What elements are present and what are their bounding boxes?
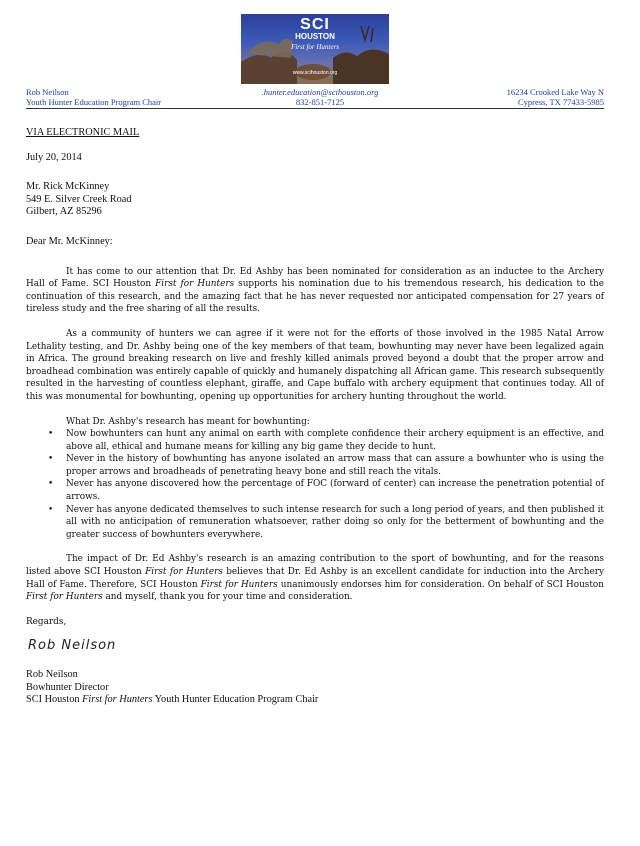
- recipient-city: Gilbert, AZ 85296: [26, 206, 102, 218]
- bullets-intro: What Dr. Ashby's research has meant for bowhunting:: [66, 416, 310, 427]
- signature: Rob Neilson: [28, 638, 117, 654]
- bullet-icon: •: [48, 479, 54, 490]
- letterhead-center: [180, 87, 460, 107]
- recipient-street: 549 E. Silver Creek Road: [26, 193, 132, 205]
- letterhead-divider: [26, 108, 604, 109]
- achievements-list: [26, 428, 604, 541]
- list-item: • Never has anyone dedicated themselves to such intense research for such a long period of years, and then published it all with no anticipation of remuneration whatsoever, rather doing so only for the betterment of bowhunting and the greater success of bowhunters everywhere.: [48, 504, 604, 540]
- letterhead-email[interactable]: .hunter.education@scihouston.org: [261, 87, 379, 97]
- letterhead-sender-name: Rob Neilson: [26, 87, 69, 97]
- delivery-method: VIA ELECTRONIC MAIL: [26, 127, 140, 138]
- paragraph-natal-testing: As a community of hunters we can agree if it were not for the efforts of those involved in the 1985 Natal Arrow Lethality testing, and Dr. Ashby being one of the key members of that team, bowhunting may never have been legalized again in Africa. The ground breaking research on live and freshly killed animals proved beyond a doubt that the proper arrow and broadhead combination was entirely capable of quickly and humanely dispatching all African game. This research subsequently resulted in the harvesting of countless elephant, giraffe, and Cape buffalo with archery equipment that continues today. All of this was monumental for bowhunting, opening up opportunities for archery hunting throughout the world.: [26, 328, 604, 402]
- closing: Regards,: [26, 616, 67, 627]
- letterhead-right: [507, 87, 604, 107]
- letterhead-left: [26, 87, 161, 107]
- signer-name: Rob Neilson: [26, 669, 78, 680]
- list-item: • Never has anyone discovered how the percentage of FOC (forward of center) can increase the penetration potential of arrows.: [48, 479, 604, 503]
- letter-date: July 20, 2014: [26, 151, 82, 163]
- signer-title: Bowhunter Director: [26, 681, 109, 693]
- logo-tagline: First for Hunters: [291, 43, 339, 51]
- logo-url: www.scihouston.org: [292, 70, 338, 76]
- list-item: • Now bowhunters can hunt any animal on earth with complete confidence their archery equipment is an effective, and above all, ethical and humane means for killing any big game they decide to hunt.: [48, 429, 604, 452]
- letterhead-phone: 832-851-7125: [295, 97, 345, 107]
- logo-subtitle: HOUSTON: [295, 32, 335, 41]
- logo-title: SCI: [300, 16, 330, 33]
- letterhead-sender-title: Youth Hunter Education Program Chair: [26, 97, 162, 107]
- bullet-icon: •: [48, 454, 54, 465]
- signature-block: [26, 669, 604, 707]
- list-item: • Never in the history of bowhunting has anyone isolated an arrow mass that can assure a bowhunter who is using the proper arrows and broadheads of penetrating heavy bone and still reach the vitals.: [48, 454, 604, 477]
- salutation: Dear Mr. McKinney:: [26, 235, 113, 247]
- paragraph-nomination: It has come to our attention that Dr. Ed Ashby has been nominated for consideration as an inductee to the Archery Hall of Fame. SCI Houston First for Hunters supports his nomination due to his tremendous research, his dedication to the continuation of this research, and the amazing fact that he has never requested nor anticipated compensation for 27 years of tireless study and the free sharing of all the results.: [26, 266, 604, 315]
- letterhead-city: Cypress, TX 77433-5985: [517, 97, 604, 107]
- recipient-name: Mr. Rick McKinney: [26, 181, 110, 193]
- letterhead-street: 16234 Crooked Lake Way N: [506, 87, 604, 97]
- recipient-address: [26, 181, 604, 219]
- letter-body: [26, 127, 604, 707]
- paragraph-endorsement: The impact of Dr. Ed Ashby's research is an amazing contribution to the sport of bowhunting, and for the reasons listed above SCI Houston First for Hunters believes that Dr. Ed Ashby is an excellent candidate for induction into the Archery Hall of Fame. Therefore, SCI Houston First for Hunters unanimously endorses him for consideration. On behalf of SCI Houston First for Hunters and myself, thank you for your time and consideration.: [26, 554, 604, 603]
- sci-houston-logo: [241, 14, 389, 84]
- bullet-icon: •: [48, 504, 54, 515]
- signer-org: SCI Houston First for Hunters Youth Hunter Education Program Chair: [26, 694, 319, 706]
- bullet-icon: •: [48, 429, 54, 440]
